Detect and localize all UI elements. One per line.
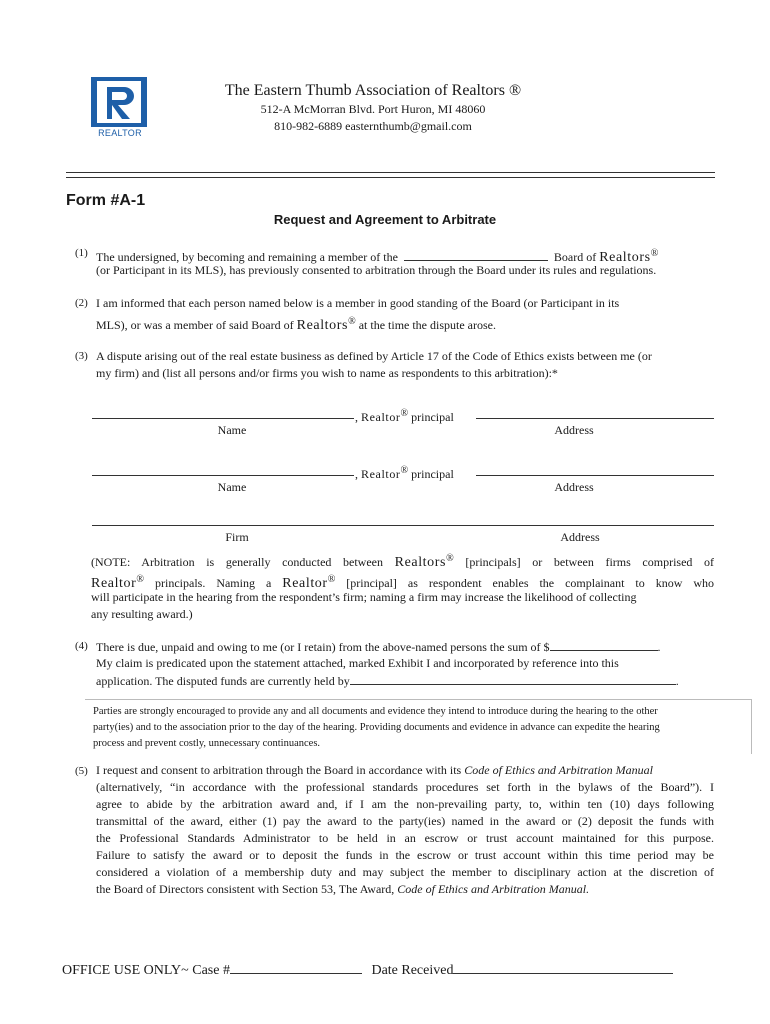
note-line-4: any resulting award.)	[91, 607, 193, 621]
board-name-field[interactable]	[404, 248, 548, 261]
respondent-2-name-label: Name	[217, 480, 247, 494]
case-label: OFFICE USE ONLY~ Case #	[62, 963, 230, 978]
logo-text: REALTOR	[98, 128, 142, 138]
respondent-1-address-field[interactable]	[476, 418, 714, 419]
realtor-r-icon	[91, 77, 147, 127]
respondent-1-address-label: Address	[554, 423, 594, 437]
item-3-number: (3)	[75, 350, 88, 362]
item-5-text: I request and consent to arbitration through the Board in accordance with its Code of Ethics and Arbitration Manual (alternatively, “in accordance with the professional standards procedures set forth in the bylaws of the Board”). I agree to abide by the arbitration award and, if I am the non-prevailing party, to, within ten (10) days following transmittal of the award, either (1) pay the award to the party(ies) named in the award or (2) deposit the funds with the Professional Standards Administrator to be held in an escrow or trust account maintained for this purpose. Failure to satisfy the award or to deposit the funds in the escrow or trust account within this time period may be considered a violation of a membership duty and may subject the member to disciplinary action at the discretion of the Board of Directors consistent with Section 53, The Award, Code of Ethics and Arbitration Manual.	[96, 763, 714, 896]
realtor-logo	[89, 77, 151, 141]
office-use-row	[62, 960, 673, 979]
organization-address: 512-A McMorran Blvd. Port Huron, MI 48060	[260, 102, 486, 116]
item-2-number: (2)	[75, 297, 88, 309]
funds-held-by-field[interactable]	[350, 672, 676, 685]
evidence-notice-text: Parties are strongly encouraged to provide any and all documents and evidence they intend to introduce during the hearing to the other party(ies) and to the association prior to the day of the hearing. Providing documents and evidence in advance can expedite the hearing process and prevent costly, unnecessary continuances.	[93, 706, 660, 749]
respondent-2-address-field[interactable]	[476, 475, 714, 476]
note-line-3: will participate in the hearing from the respondent’s firm; naming a firm may increase the likelihood of collecting	[91, 590, 637, 604]
respondent-1-name-field[interactable]	[92, 418, 354, 419]
header-divider-top	[66, 172, 715, 173]
item-3-line-1: A dispute arising out of the real estate business as defined by Article 17 of the Code of Ethics exists between me (or	[96, 349, 652, 363]
form-title: Request and Agreement to Arbitrate	[273, 212, 497, 227]
date-received-field[interactable]	[453, 960, 673, 974]
header-divider-bottom	[66, 177, 715, 178]
respondent-1-realtor-label: , Realtor® principal	[355, 408, 454, 424]
item-5-number: (5)	[75, 765, 88, 777]
date-received-label: Date Received	[371, 963, 454, 978]
item-1-number: (1)	[75, 247, 88, 259]
respondent-2-name-field[interactable]	[92, 475, 354, 476]
item-4-line-3: application. The disputed funds are currently held by .	[96, 674, 679, 688]
form-number: Form #A-1	[66, 192, 146, 209]
item-4-line-2: My claim is predicated upon the statement attached, marked Exhibit I and incorporated by reference into this	[96, 656, 619, 670]
case-number-field[interactable]	[230, 960, 362, 974]
firm-field[interactable]	[92, 525, 714, 526]
firm-label: Firm	[225, 530, 249, 544]
item-3-line-2: my firm) and (list all persons and/or firms you wish to name as respondents to this arbitration):*	[96, 366, 558, 380]
organization-name: The Eastern Thumb Association of Realtors ®	[224, 82, 522, 99]
note-line-2: Realtor® principals. Naming a Realtor® [principal] as respondent enables the complainant to know who	[91, 574, 715, 591]
item-2-line-1: I am informed that each person named below is a member in good standing of the Board (or Participant in its	[96, 296, 620, 310]
item-4-number: (4)	[75, 640, 88, 652]
item-1-line-2: (or Participant in its MLS), has previously consented to arbitration through the Board under its rules and regulations.	[96, 263, 657, 277]
organization-contact: 810-982-6889 easternthumb@gmail.com	[274, 119, 472, 133]
item-4-line-1: There is due, unpaid and owing to me (or I retain) from the above-named persons the sum of $ .	[96, 640, 661, 654]
amount-field[interactable]	[550, 638, 658, 651]
item-2-line-2: MLS), or was a member of said Board of Realtors® at the time the dispute arose.	[96, 316, 496, 333]
respondent-2-realtor-label: , Realtor® principal	[355, 465, 454, 481]
item-1-line-1: The undersigned, by becoming and remaining a member of the Board of Realtors®	[96, 248, 659, 265]
respondent-2-address-label: Address	[554, 480, 594, 494]
respondent-1-name-label: Name	[217, 423, 247, 437]
firm-address-label: Address	[560, 530, 600, 544]
note-line-1: (NOTE: Arbitration is generally conducted between Realtors® [principals] or between firms comprised of	[91, 553, 715, 570]
